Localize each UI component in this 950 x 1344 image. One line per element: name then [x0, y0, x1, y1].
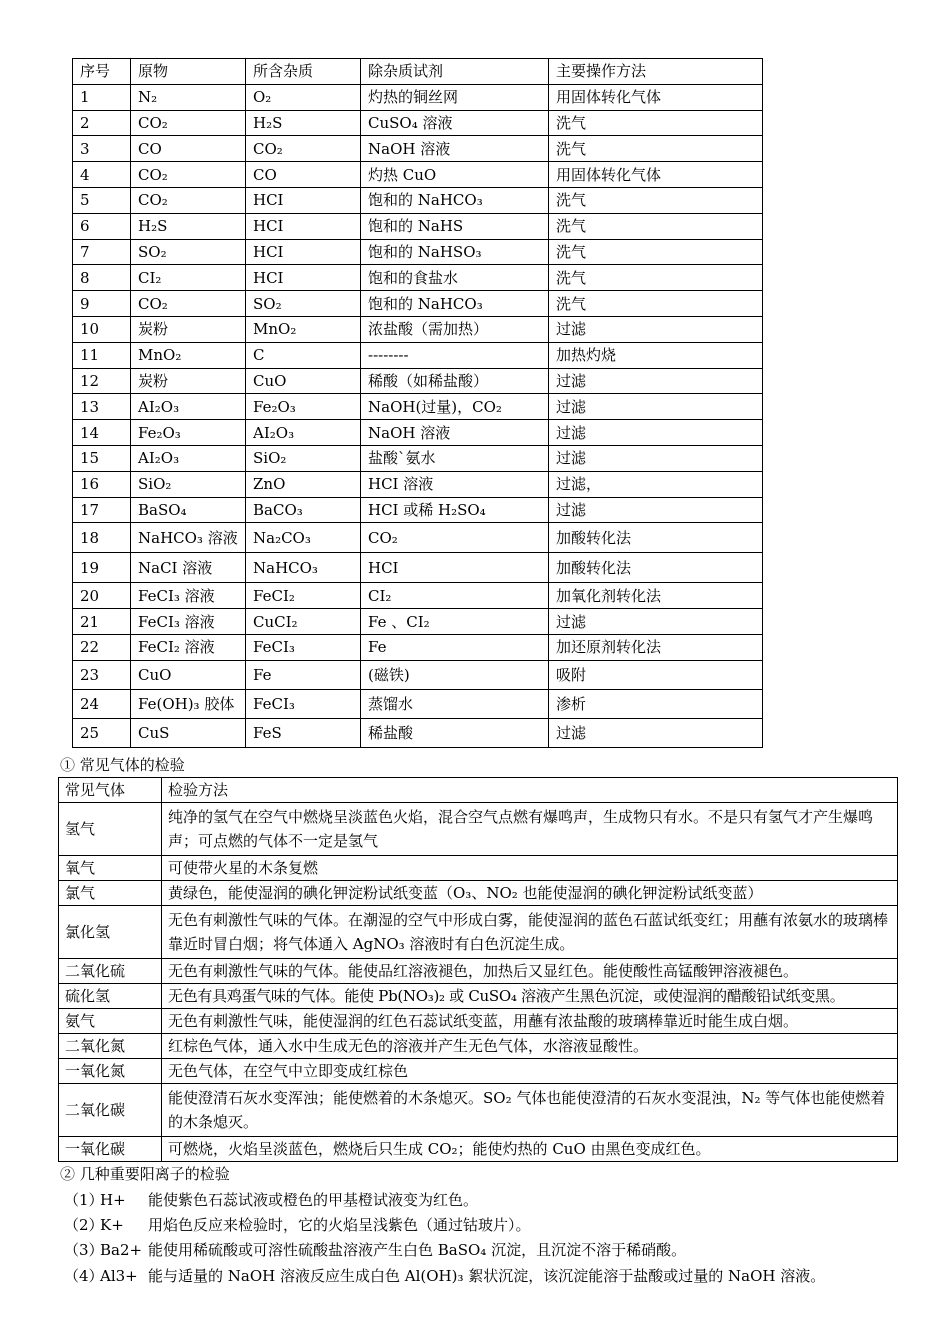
table-row	[73, 497, 763, 523]
table-row	[73, 718, 763, 747]
table-row	[59, 1084, 898, 1137]
removal-reagent: 蒸馏水	[361, 689, 549, 718]
row-number: 17	[73, 497, 131, 523]
row-number: 3	[73, 136, 131, 162]
cation-symbol: K+	[100, 1216, 124, 1234]
cation-item	[64, 1266, 825, 1286]
removal-reagent: Fe 、CI₂	[361, 609, 549, 635]
row-number: 7	[73, 239, 131, 265]
impurity: MnO₂	[246, 316, 361, 342]
table-row	[73, 162, 763, 188]
row-number: 13	[73, 394, 131, 420]
table-row	[73, 368, 763, 394]
operation-method: 用固体转化气体	[549, 162, 763, 188]
row-number: 8	[73, 265, 131, 291]
gas-name: 二氧化氮	[59, 1034, 162, 1059]
cation-symbol: H+	[100, 1191, 126, 1209]
table-row	[73, 445, 763, 471]
table-header-row	[59, 778, 898, 803]
operation-method: 过滤	[549, 718, 763, 747]
removal-reagent: HCI 溶液	[361, 471, 549, 497]
removal-reagent: Fe	[361, 634, 549, 660]
test-method: 可燃烧，火焰呈淡蓝色，燃烧后只生成 CO₂；能使灼热的 CuO 由黑色变成红色。	[162, 1137, 898, 1162]
gas-name: 氢气	[59, 803, 162, 856]
removal-reagent: 灼热 CuO	[361, 162, 549, 188]
gas-test-table	[58, 777, 898, 1162]
removal-reagent: 饱和的 NaHCO₃	[361, 187, 549, 213]
removal-reagent: (磁铁)	[361, 660, 549, 689]
header-cell: 除杂质试剂	[361, 59, 549, 85]
gas-name: 二氧化碳	[59, 1084, 162, 1137]
impurity: HCI	[246, 187, 361, 213]
original-substance: CI₂	[131, 265, 246, 291]
table-row	[73, 523, 763, 553]
table-row	[73, 239, 763, 265]
gas-name: 氨气	[59, 1009, 162, 1034]
original-substance: CO₂	[131, 110, 246, 136]
impurity: CO	[246, 162, 361, 188]
table-row	[73, 660, 763, 689]
table-row	[73, 136, 763, 162]
operation-method: 洗气	[549, 239, 763, 265]
operation-method: 过滤	[549, 368, 763, 394]
table-row	[59, 1034, 898, 1059]
removal-reagent: 浓盐酸（需加热）	[361, 316, 549, 342]
table-row	[73, 583, 763, 609]
row-number: 9	[73, 291, 131, 317]
table-header-row	[73, 59, 763, 85]
cation-description: 能使用稀硫酸或可溶性硫酸盐溶液产生白色 BaSO₄ 沉淀，且沉淀不溶于稀硝酸。	[148, 1241, 687, 1259]
table-row	[73, 265, 763, 291]
cation-description: 用焰色反应来检验时，它的火焰呈浅紫色（通过钴玻片）。	[148, 1216, 531, 1234]
operation-method: 洗气	[549, 213, 763, 239]
impurity: HCI	[246, 265, 361, 291]
impurity: CO₂	[246, 136, 361, 162]
row-number: 22	[73, 634, 131, 660]
gas-name: 二氧化硫	[59, 959, 162, 984]
test-method: 无色有刺激性气味，能使湿润的红色石蕊试纸变蓝，用蘸有浓盐酸的玻璃棒靠近时能生成白烟。	[162, 1009, 898, 1034]
removal-reagent: 饱和的 NaHSO₃	[361, 239, 549, 265]
row-number: 23	[73, 660, 131, 689]
test-method: 红棕色气体，通入水中生成无色的溶液并产生无色气体，水溶液显酸性。	[162, 1034, 898, 1059]
operation-method: 过滤	[549, 497, 763, 523]
removal-reagent: CI₂	[361, 583, 549, 609]
impurity-removal-table	[72, 58, 763, 748]
impurity: C	[246, 342, 361, 368]
operation-method: 洗气	[549, 187, 763, 213]
original-substance: CuS	[131, 718, 246, 747]
original-substance: MnO₂	[131, 342, 246, 368]
original-substance: CO	[131, 136, 246, 162]
cation-number: （2）	[64, 1216, 104, 1234]
cation-item	[64, 1215, 531, 1235]
original-substance: CO₂	[131, 162, 246, 188]
impurity: FeCI₃	[246, 634, 361, 660]
impurity: FeS	[246, 718, 361, 747]
row-number: 5	[73, 187, 131, 213]
gas-name: 氯气	[59, 881, 162, 906]
row-number: 16	[73, 471, 131, 497]
original-substance: NaHCO₃ 溶液	[131, 523, 246, 553]
header-cell: 序号	[73, 59, 131, 85]
impurity: FeCI₃	[246, 689, 361, 718]
test-method: 无色气体，在空气中立即变成红棕色	[162, 1059, 898, 1084]
operation-method: 加热灼烧	[549, 342, 763, 368]
operation-method: 加酸转化法	[549, 553, 763, 583]
cation-number: （1）	[64, 1191, 104, 1209]
gas-name: 氯化氢	[59, 906, 162, 959]
removal-reagent: 饱和的 NaHS	[361, 213, 549, 239]
row-number: 4	[73, 162, 131, 188]
table-row	[73, 553, 763, 583]
impurity: Fe₂O₃	[246, 394, 361, 420]
row-number: 14	[73, 420, 131, 446]
original-substance: N₂	[131, 84, 246, 110]
original-substance: FeCI₂ 溶液	[131, 634, 246, 660]
row-number: 11	[73, 342, 131, 368]
test-method: 无色有刺激性气味的气体。能使品红溶液褪色，加热后又显红色。能使酸性高锰酸钾溶液褪色。	[162, 959, 898, 984]
table-row	[73, 342, 763, 368]
impurity: CuCI₂	[246, 609, 361, 635]
test-method: 纯净的氢气在空气中燃烧呈淡蓝色火焰，混合空气点燃有爆鸣声，生成物只有水。不是只有氢气才产生爆鸣声；可点燃的气体不一定是氢气	[162, 803, 898, 856]
operation-method: 加氧化剂转化法	[549, 583, 763, 609]
table-row	[59, 803, 898, 856]
removal-reagent: 稀酸（如稀盐酸）	[361, 368, 549, 394]
row-number: 1	[73, 84, 131, 110]
removal-reagent: 灼热的铜丝网	[361, 84, 549, 110]
removal-reagent: 盐酸`氨水	[361, 445, 549, 471]
cation-description: 能与适量的 NaOH 溶液反应生成白色 Al(OH)₃ 絮状沉淀，该沉淀能溶于盐酸或过量的 NaOH 溶液。	[148, 1267, 826, 1285]
test-method: 无色有刺激性气味的气体。在潮湿的空气中形成白雾，能使湿润的蓝色石蓝试纸变红；用蘸有浓氨水的玻璃棒靠近时冒白烟；将气体通入 AgNO₃ 溶液时有白色沉淀生成。	[162, 906, 898, 959]
gas-name: 一氧化碳	[59, 1137, 162, 1162]
table-row	[73, 471, 763, 497]
operation-method: 过滤	[549, 316, 763, 342]
table-row	[73, 394, 763, 420]
original-substance: H₂S	[131, 213, 246, 239]
table-row	[73, 291, 763, 317]
impurity: O₂	[246, 84, 361, 110]
original-substance: AI₂O₃	[131, 445, 246, 471]
cation-item	[64, 1240, 686, 1260]
table-row	[59, 881, 898, 906]
table-row	[73, 84, 763, 110]
section-title-cation-test: ② 几种重要阳离子的检验	[60, 1165, 230, 1183]
impurity: Fe	[246, 660, 361, 689]
removal-reagent: NaOH(过量)，CO₂	[361, 394, 549, 420]
original-substance: SO₂	[131, 239, 246, 265]
cation-number: （4）	[64, 1267, 104, 1285]
test-method: 能使澄清石灰水变浑浊；能使燃着的木条熄灭。SO₂ 气体也能使澄清的石灰水变混浊，N₂ 等气体也能使燃着的木条熄灭。	[162, 1084, 898, 1137]
table-row	[73, 187, 763, 213]
impurity: NaHCO₃	[246, 553, 361, 583]
table-row	[59, 984, 898, 1009]
cation-symbol: Al3+	[100, 1267, 138, 1285]
cation-symbol: Ba2+	[100, 1241, 143, 1259]
original-substance: Fe(OH)₃ 胶体	[131, 689, 246, 718]
impurity: FeCI₂	[246, 583, 361, 609]
row-number: 24	[73, 689, 131, 718]
cation-description: 能使紫色石蕊试液或橙色的甲基橙试液变为红色。	[148, 1191, 479, 1209]
row-number: 15	[73, 445, 131, 471]
table-row	[73, 689, 763, 718]
table-row	[59, 1137, 898, 1162]
row-number: 6	[73, 213, 131, 239]
row-number: 21	[73, 609, 131, 635]
original-substance: CO₂	[131, 291, 246, 317]
impurity: Na₂CO₃	[246, 523, 361, 553]
impurity: ZnO	[246, 471, 361, 497]
operation-method: 洗气	[549, 291, 763, 317]
original-substance: Fe₂O₃	[131, 420, 246, 446]
impurity: HCI	[246, 239, 361, 265]
row-number: 2	[73, 110, 131, 136]
removal-reagent: --------	[361, 342, 549, 368]
removal-reagent: 饱和的食盐水	[361, 265, 549, 291]
removal-reagent: HCI	[361, 553, 549, 583]
table-row	[73, 110, 763, 136]
gas-name: 一氧化氮	[59, 1059, 162, 1084]
table-row	[73, 316, 763, 342]
row-number: 19	[73, 553, 131, 583]
operation-method: 加酸转化法	[549, 523, 763, 553]
table-row	[73, 420, 763, 446]
impurity: H₂S	[246, 110, 361, 136]
removal-reagent: 稀盐酸	[361, 718, 549, 747]
operation-method: 过滤	[549, 420, 763, 446]
operation-method: 加还原剂转化法	[549, 634, 763, 660]
impurity: HCI	[246, 213, 361, 239]
original-substance: CO₂	[131, 187, 246, 213]
table-row	[73, 213, 763, 239]
table-row	[59, 1059, 898, 1084]
cation-item	[64, 1190, 478, 1210]
gas-name: 氧气	[59, 856, 162, 881]
row-number: 12	[73, 368, 131, 394]
operation-method: 渗析	[549, 689, 763, 718]
header-cell: 主要操作方法	[549, 59, 763, 85]
test-method: 可使带火星的木条复燃	[162, 856, 898, 881]
operation-method: 过滤	[549, 445, 763, 471]
impurity: BaCO₃	[246, 497, 361, 523]
original-substance: 炭粉	[131, 368, 246, 394]
table-row	[59, 1009, 898, 1034]
test-method: 无色有具鸡蛋气味的气体。能使 Pb(NO₃)₂ 或 CuSO₄ 溶液产生黑色沉淀，或使湿润的醋酸铅试纸变黑。	[162, 984, 898, 1009]
operation-method: 过滤	[549, 394, 763, 420]
operation-method: 过滤，	[549, 471, 763, 497]
impurity: SO₂	[246, 291, 361, 317]
section-title-gas-test: ① 常见气体的检验	[60, 756, 185, 774]
table-row	[73, 634, 763, 660]
removal-reagent: CuSO₄ 溶液	[361, 110, 549, 136]
row-number: 18	[73, 523, 131, 553]
original-substance: 炭粉	[131, 316, 246, 342]
removal-reagent: NaOH 溶液	[361, 136, 549, 162]
test-method: 黄绿色，能使湿润的碘化钾淀粉试纸变蓝（O₃、NO₂ 也能使湿润的碘化钾淀粉试纸变蓝）	[162, 881, 898, 906]
row-number: 10	[73, 316, 131, 342]
original-substance: BaSO₄	[131, 497, 246, 523]
gas-name: 硫化氢	[59, 984, 162, 1009]
header-cell: 所含杂质	[246, 59, 361, 85]
original-substance: FeCI₃ 溶液	[131, 609, 246, 635]
operation-method: 吸附	[549, 660, 763, 689]
original-substance: CuO	[131, 660, 246, 689]
cation-number: （3）	[64, 1241, 104, 1259]
row-number: 20	[73, 583, 131, 609]
impurity: SiO₂	[246, 445, 361, 471]
removal-reagent: CO₂	[361, 523, 549, 553]
original-substance: AI₂O₃	[131, 394, 246, 420]
operation-method: 过滤	[549, 609, 763, 635]
table-row	[59, 959, 898, 984]
removal-reagent: HCI 或稀 H₂SO₄	[361, 497, 549, 523]
removal-reagent: 饱和的 NaHCO₃	[361, 291, 549, 317]
operation-method: 用固体转化气体	[549, 84, 763, 110]
table-row	[59, 906, 898, 959]
header-cell: 常见气体	[59, 778, 162, 803]
operation-method: 洗气	[549, 110, 763, 136]
original-substance: NaCI 溶液	[131, 553, 246, 583]
operation-method: 洗气	[549, 265, 763, 291]
table-row	[59, 856, 898, 881]
original-substance: SiO₂	[131, 471, 246, 497]
row-number: 25	[73, 718, 131, 747]
header-cell: 原物	[131, 59, 246, 85]
original-substance: FeCI₃ 溶液	[131, 583, 246, 609]
header-cell: 检验方法	[162, 778, 898, 803]
impurity: AI₂O₃	[246, 420, 361, 446]
operation-method: 洗气	[549, 136, 763, 162]
removal-reagent: NaOH 溶液	[361, 420, 549, 446]
table-row	[73, 609, 763, 635]
impurity: CuO	[246, 368, 361, 394]
